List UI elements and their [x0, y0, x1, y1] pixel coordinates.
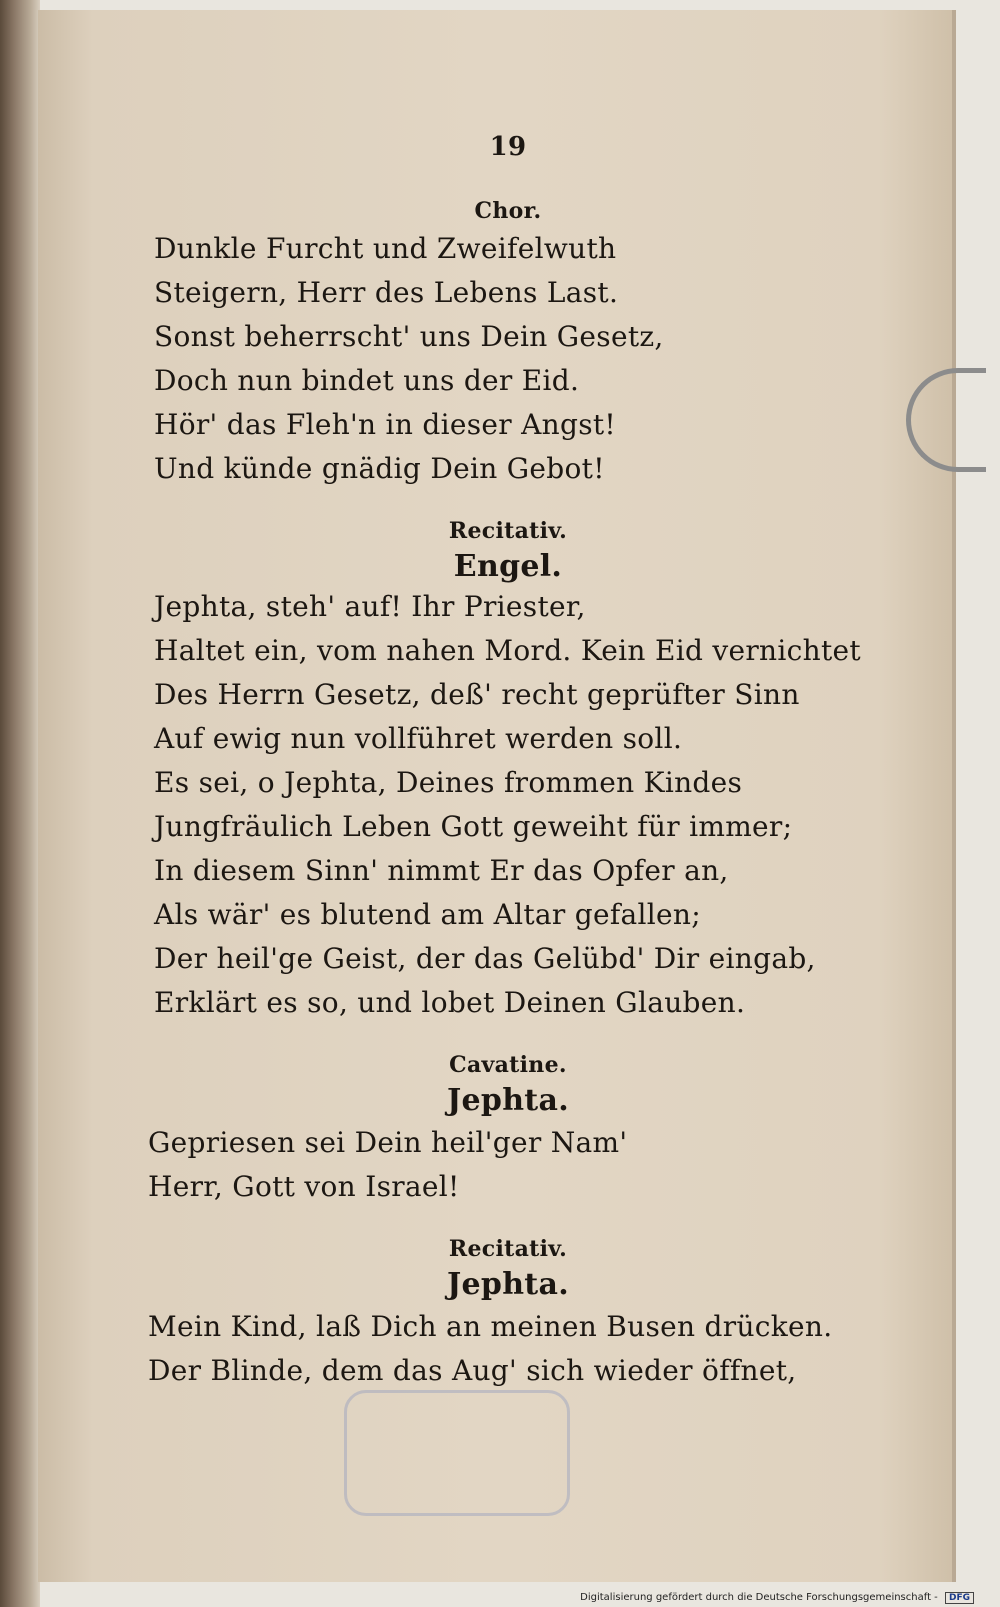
speaker-heading-jephta-1: Jephta. [447, 1083, 569, 1118]
speaker-heading-jephta-2: Jephta. [447, 1267, 569, 1302]
engel-line-9: Der heil'ge Geist, der das Gelübd' Dir eingab, [154, 942, 816, 975]
jephta2-line-2: Der Blinde, dem das Aug' sich wieder öffnet, [148, 1354, 797, 1387]
dfg-logo: DFG [945, 1592, 974, 1604]
engel-line-1: Jephta, steh' auf! Ihr Priester, [154, 590, 586, 623]
engel-line-4: Auf ewig nun vollführet werden soll. [154, 722, 683, 755]
page-number: 19 [489, 132, 527, 162]
section-label-recitativ-1: Recitativ. [448, 518, 568, 544]
book-binding-edge [0, 0, 40, 1607]
chor-line-1: Dunkle Furcht und Zweifelwuth [154, 232, 617, 265]
chor-line-4: Doch nun bindet uns der Eid. [154, 364, 580, 397]
section-label-cavatine: Cavatine. [449, 1052, 567, 1078]
engel-line-6: Jungfräulich Leben Gott geweiht für immer; [154, 810, 793, 843]
chor-line-3: Sonst beherrscht' uns Dein Gesetz, [154, 320, 664, 353]
jephta2-line-1: Mein Kind, laß Dich an meinen Busen drücken. [148, 1310, 833, 1343]
engel-line-8: Als wär' es blutend am Altar gefallen; [154, 898, 701, 931]
digitization-footer [580, 1592, 974, 1604]
chor-line-5: Hör' das Fleh'n in dieser Angst! [154, 408, 616, 441]
engel-line-3: Des Herrn Gesetz, deß' recht geprüfter Sinn [154, 678, 800, 711]
book-page [38, 10, 956, 1582]
chor-line-6: Und künde gnädig Dein Gebot! [154, 452, 605, 485]
chor-line-2: Steigern, Herr des Lebens Last. [154, 276, 619, 309]
jephta1-line-1: Gepriesen sei Dein heil'ger Nam' [148, 1126, 628, 1159]
jephta1-line-2: Herr, Gott von Israel! [148, 1170, 460, 1203]
footer-text: Digitalisierung gefördert durch die Deutsche Forschungsgemeinschaft - [580, 1592, 938, 1603]
speaker-heading-engel: Engel. [453, 549, 563, 584]
engel-line-2: Haltet ein, vom nahen Mord. Kein Eid vernichtet [154, 634, 861, 667]
library-stamp [344, 1390, 570, 1516]
engel-line-5: Es sei, o Jephta, Deines frommen Kindes [154, 766, 743, 799]
section-heading-chor: Chor. [474, 198, 542, 224]
engel-line-10: Erklärt es so, und lobet Deinen Glauben. [154, 986, 746, 1019]
section-label-recitativ-2: Recitativ. [448, 1236, 568, 1262]
engel-line-7: In diesem Sinn' nimmt Er das Opfer an, [154, 854, 729, 887]
